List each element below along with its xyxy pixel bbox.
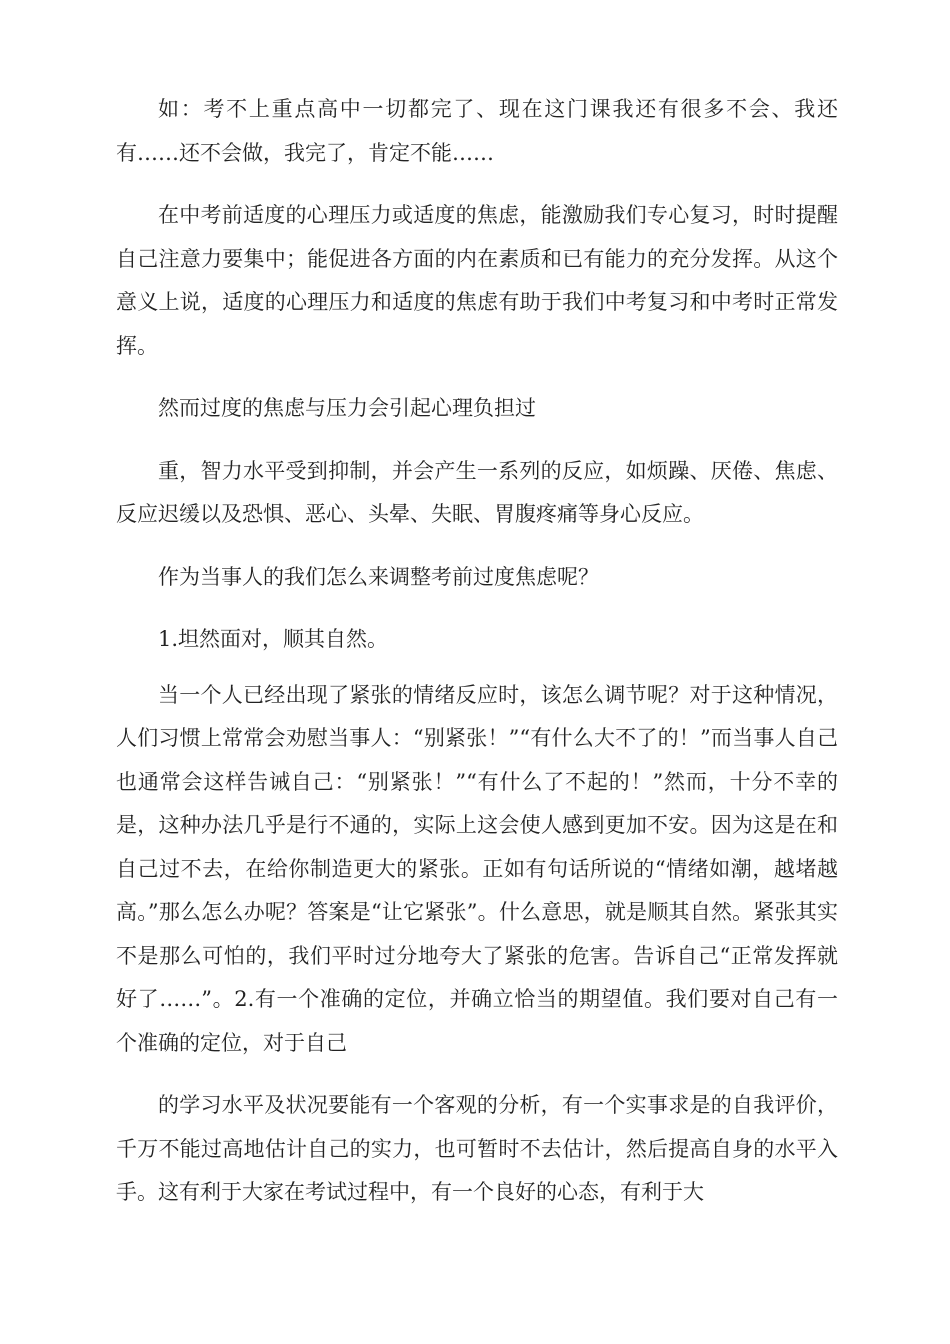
- document-page: [116, 88, 838, 1234]
- paragraph-how-to-adjust: 作为当事人的我们怎么来调整考前过度焦虑呢？: [158, 564, 599, 589]
- paragraph-moderate-pressure: 在中考前适度的心理压力或适度的焦虑，能激励我们专心复习，时时提醒自己注意力要集中；能促进各方面的内在素质和已有能力的充分发挥。从这个意义上说，适度的心理压力和适度的焦虑有助于我们中考复习和中考时正常发挥。: [116, 203, 838, 358]
- paragraph-example-thoughts: 如：考不上重点高中一切都完了、现在这门课我还有很多不会、我还有……还不会做，我完了，肯定不能……: [116, 97, 838, 165]
- paragraph-point-one-heading: 1.坦然面对，顺其自然。: [158, 627, 389, 651]
- paragraph-self-assessment: 的学习水平及状况要能有一个客观的分析，有一个实事求是的自我评价，千万不能过高地估计自己的实力，也可暂时不去估计，然后提高自身的水平入手。这有利于大家在考试过程中，有一个良好的心态，有利于大: [116, 1093, 838, 1204]
- paragraph-let-it-be-tense: 当一个人已经出现了紧张的情绪反应时，该怎么调节呢？对于这种情况，人们习惯上常常会劝慰当事人：“别紧张！”“有什么大不了的！”而当事人自己也通常会这样告诫自己：“别紧张！”“有什么了不起的！”然而，十分不幸的是，这种办法几乎是行不通的，实际上这会使人感到更加不安。因为这是在和自己过不去，在给你制造更大的紧张。正如有句话所说的“情绪如潮，越堵越高。”那么怎么办呢？答案是“让它紧张”。什么意思，就是顺其自然。紧张其实不是那么可怕的，我们平时过分地夸大了紧张的危害。告诉自己“正常发挥就好了……”。2.有一个准确的定位，并确立恰当的期望值。我们要对自己有一个准确的定位，对于自己: [116, 682, 838, 1055]
- paragraph-excessive-anxiety-effects: 重，智力水平受到抑制，并会产生一系列的反应，如烦躁、厌倦、焦虑、反应迟缓以及恐惧、恶心、头晕、失眠、胃腹疼痛等身心反应。: [116, 458, 838, 526]
- paragraph-excessive-anxiety-start: 然而过度的焦虑与压力会引起心理负担过: [158, 396, 536, 420]
